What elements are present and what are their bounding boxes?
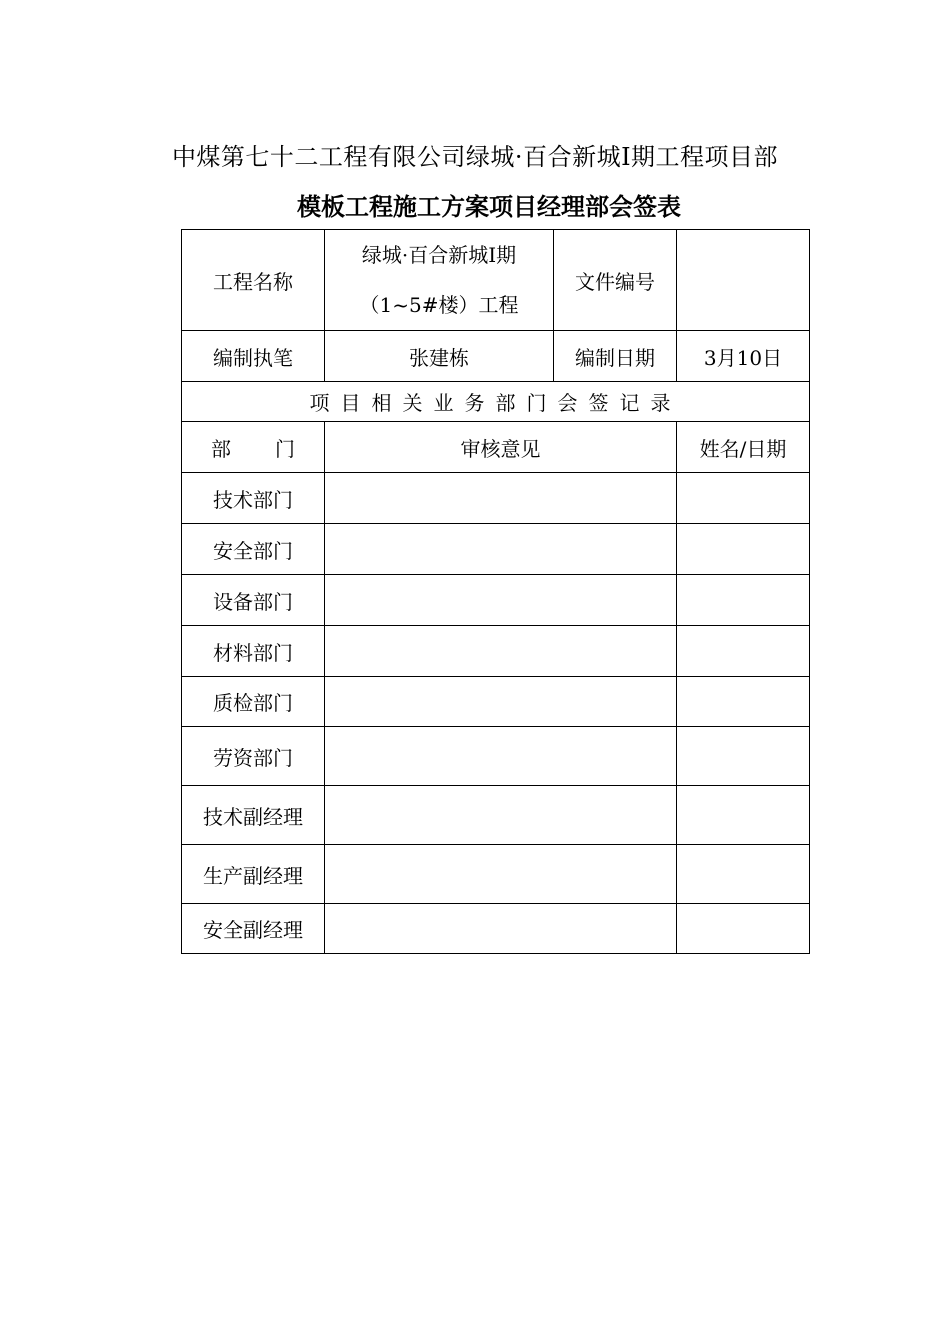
project-name-line1: 绿城·百合新城Ⅰ期 — [361, 243, 517, 267]
table-row — [182, 786, 810, 845]
opinion-cell[interactable] — [325, 845, 677, 904]
signature-cell[interactable] — [677, 473, 810, 524]
opinion-cell[interactable] — [325, 575, 677, 626]
signature-cell[interactable] — [677, 845, 810, 904]
dept-cell: 质检部门 — [182, 677, 325, 727]
dept-cell: 技术部门 — [182, 473, 325, 524]
file-number-value — [677, 230, 810, 331]
dept-cell: 设备部门 — [182, 575, 325, 626]
date-label: 编制日期 — [554, 331, 677, 382]
opinion-cell[interactable] — [325, 677, 677, 727]
table-row — [182, 904, 810, 954]
company-name: 中煤第七十二工程有限公司绿城·百合新城Ⅰ期工程项目部 — [171, 143, 779, 171]
date-value: 3月10日 — [677, 331, 810, 382]
dept-cell: 生产副经理 — [182, 845, 325, 904]
form-title: 模板工程施工方案项目经理部会签表 — [297, 192, 681, 221]
signature-cell[interactable] — [677, 677, 810, 727]
table-row — [182, 626, 810, 677]
dept-cell: 安全部门 — [182, 524, 325, 575]
file-number-label: 文件编号 — [554, 230, 677, 331]
dept-column-header — [182, 422, 325, 473]
signature-cell[interactable] — [677, 727, 810, 786]
dept-header-part1: 部 — [211, 436, 231, 461]
table-row — [182, 727, 810, 786]
table-row — [182, 677, 810, 727]
opinion-cell[interactable] — [325, 786, 677, 845]
signature-cell[interactable] — [677, 626, 810, 677]
dept-cell: 安全副经理 — [182, 904, 325, 954]
table-row — [182, 575, 810, 626]
opinion-cell[interactable] — [325, 904, 677, 954]
table-row — [182, 524, 810, 575]
signature-cell[interactable] — [677, 904, 810, 954]
table-row — [182, 845, 810, 904]
table-row — [182, 473, 810, 524]
signature-column-header: 姓名/日期 — [677, 422, 810, 473]
dept-cell: 技术副经理 — [182, 786, 325, 845]
signature-cell[interactable] — [677, 524, 810, 575]
opinion-cell[interactable] — [325, 524, 677, 575]
project-name-label: 工程名称 — [182, 230, 325, 331]
opinion-column-header: 审核意见 — [325, 422, 677, 473]
opinion-cell[interactable] — [325, 626, 677, 677]
signoff-table — [181, 229, 810, 954]
record-heading: 项目相关业务部门会签记录 — [182, 382, 810, 422]
author-value: 张建栋 — [325, 331, 554, 382]
opinion-cell[interactable] — [325, 727, 677, 786]
signature-cell[interactable] — [677, 575, 810, 626]
opinion-cell[interactable] — [325, 473, 677, 524]
dept-header-part2: 门 — [275, 436, 295, 461]
project-name-line2: （1~5#楼）工程 — [359, 293, 519, 317]
project-name-value — [325, 230, 554, 331]
author-label: 编制执笔 — [182, 331, 325, 382]
signature-cell[interactable] — [677, 786, 810, 845]
dept-cell: 劳资部门 — [182, 727, 325, 786]
dept-cell: 材料部门 — [182, 626, 325, 677]
